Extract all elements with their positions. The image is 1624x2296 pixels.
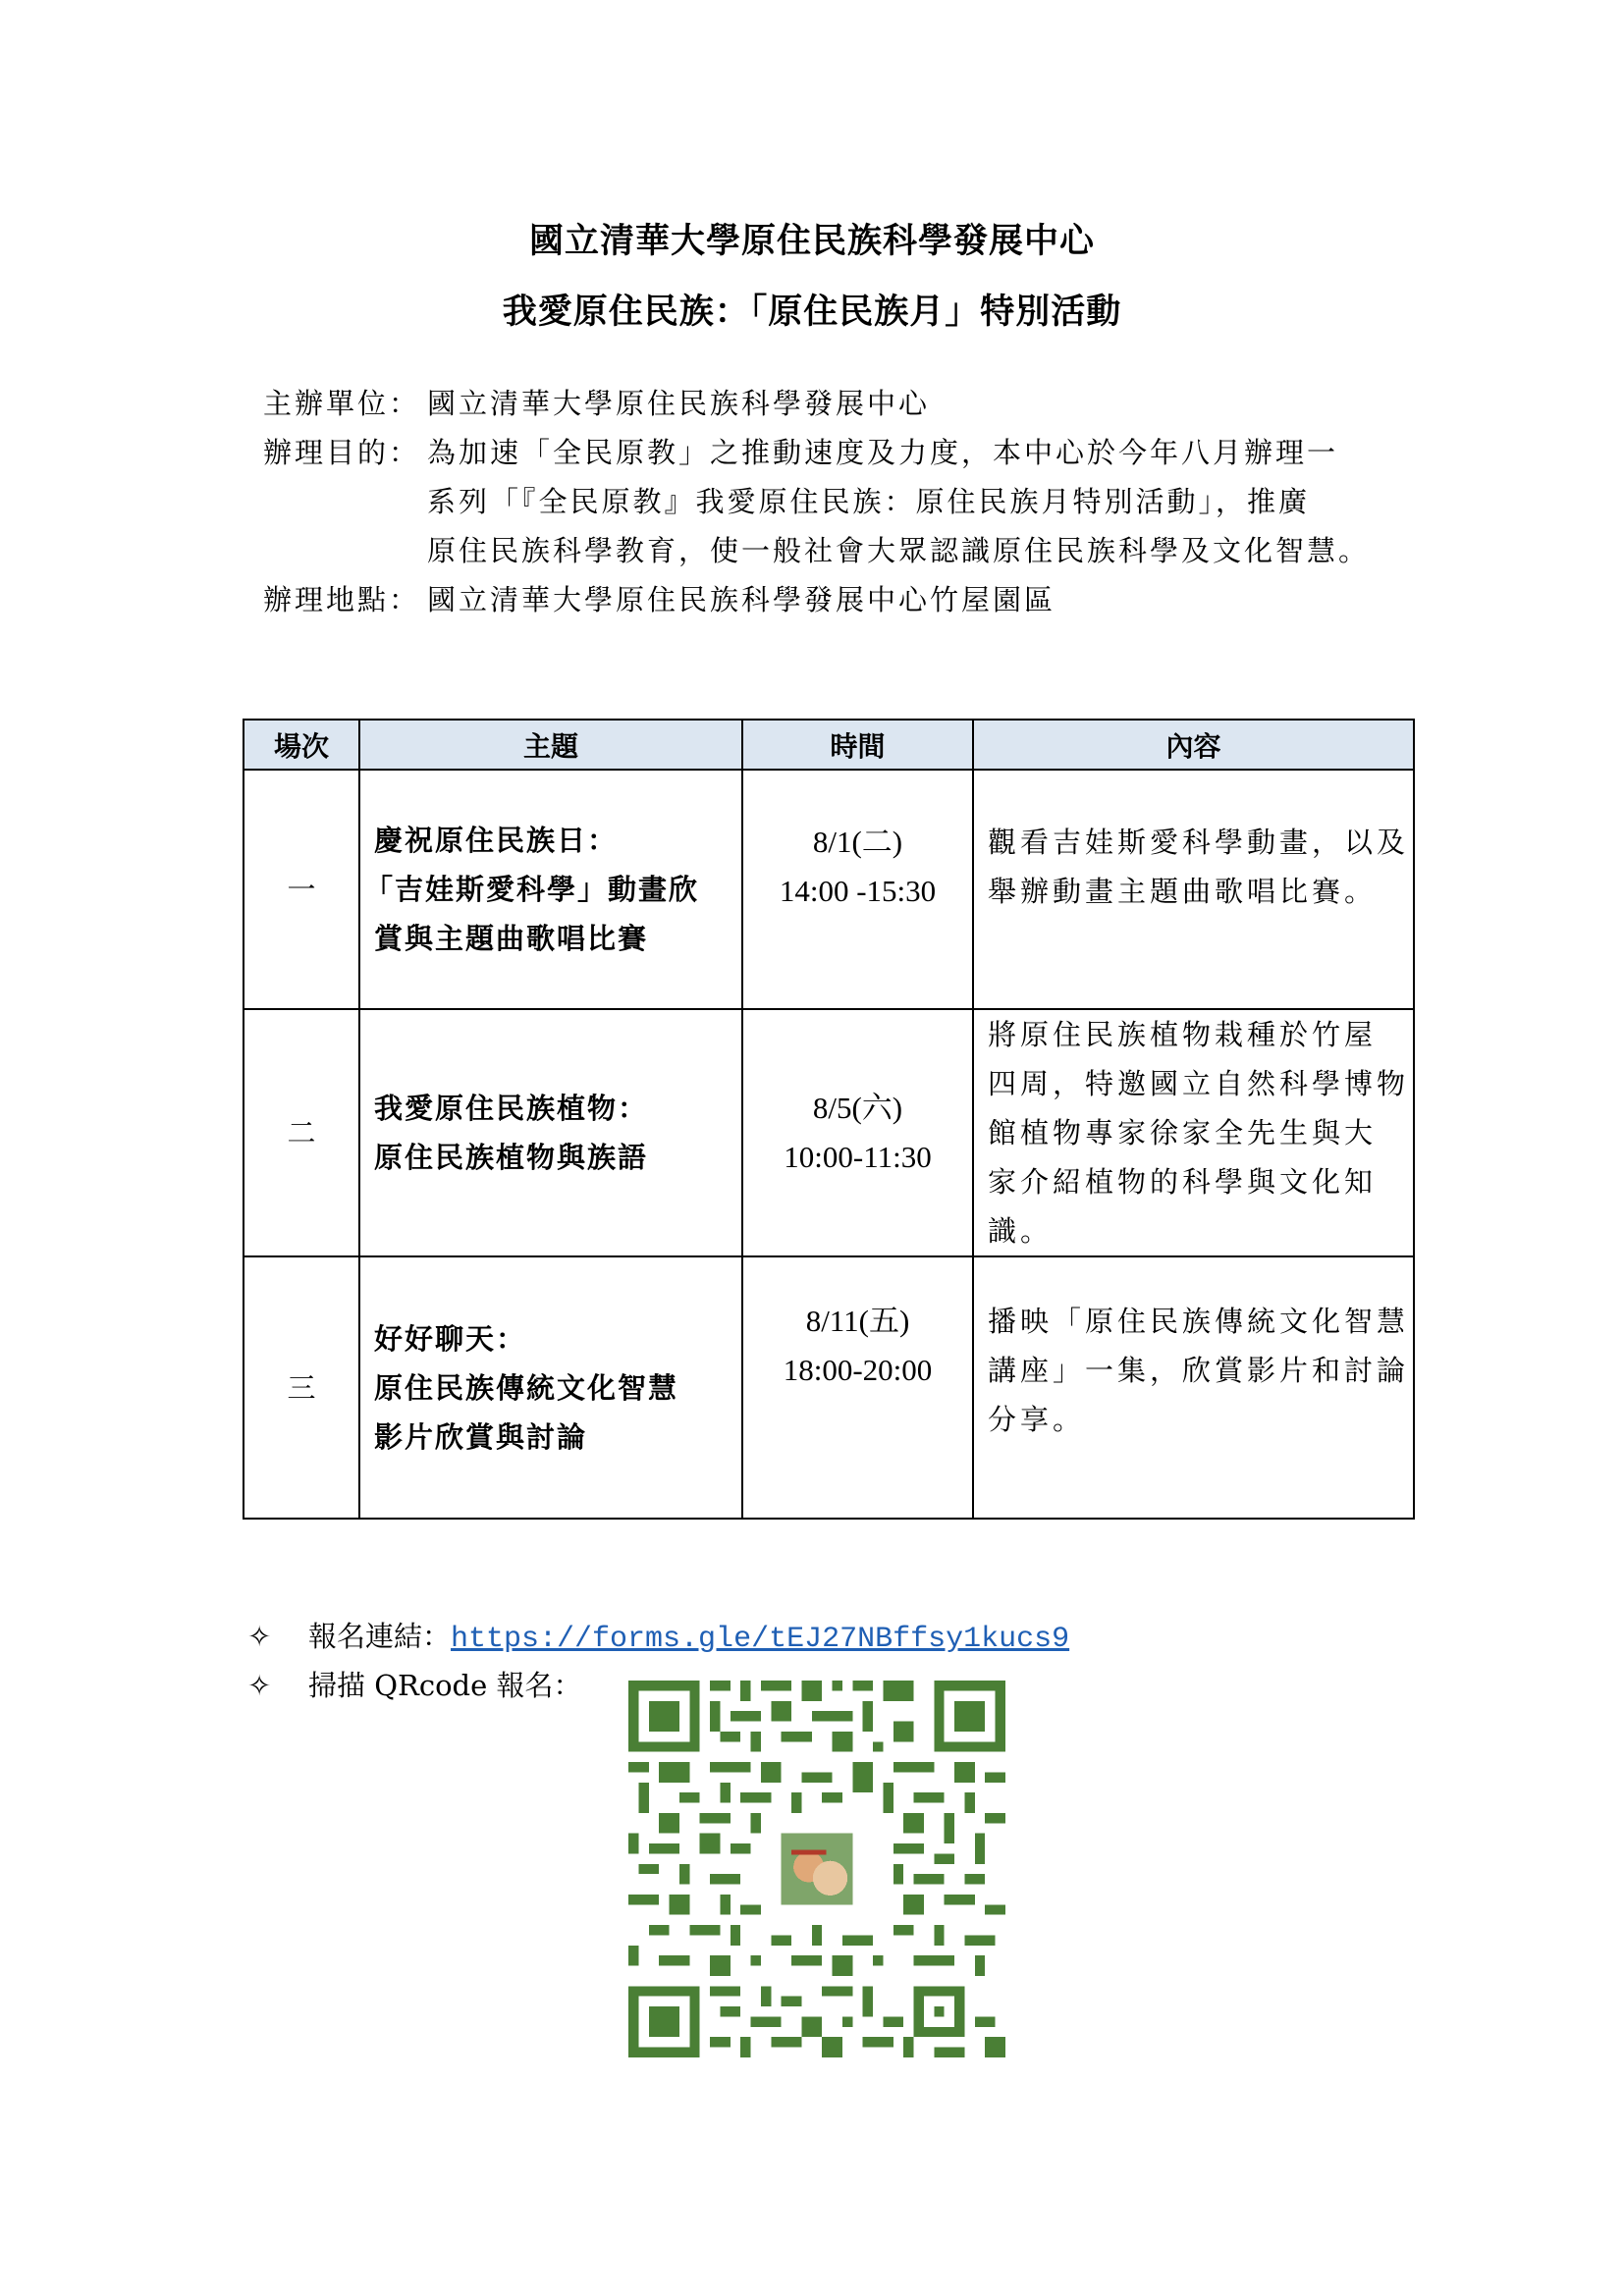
link-label: 報名連結：	[308, 1620, 452, 1653]
table-row	[244, 1256, 1414, 1519]
purpose-line: 原住民族科學教育，使一般社會大眾認識原住民族科學及文化智慧。	[427, 534, 1371, 567]
purpose-label: 辦理目的：	[263, 436, 421, 469]
session-hours: 10:00-11:30	[784, 1140, 932, 1174]
topic-line: 慶祝原住民族日：	[374, 824, 619, 857]
content-line: 四周，特邀國立自然科學博物	[988, 1067, 1410, 1100]
session-time	[742, 770, 973, 1009]
qr-label: 掃描 QRcode 報名：	[308, 1669, 582, 1702]
header-content: 內容	[973, 720, 1414, 770]
organizer-value: 國立清華大學原住民族科學發展中心	[427, 387, 931, 420]
header-topic: 主題	[359, 720, 742, 770]
session-date: 8/1(二)	[812, 825, 903, 859]
session-topic	[359, 1256, 742, 1519]
table-header-row	[244, 720, 1414, 770]
topic-line: 我愛原住民族植物：	[374, 1092, 649, 1125]
session-date: 8/5(六)	[812, 1091, 903, 1125]
session-hours: 18:00-20:00	[783, 1353, 933, 1387]
topic-line: 好好聊天：	[374, 1321, 527, 1356]
session-date: 8/11(五)	[805, 1304, 910, 1338]
registration-qr-code[interactable]	[628, 1681, 1005, 2057]
session-number: 二	[244, 1009, 359, 1256]
schedule-table	[243, 719, 1415, 1520]
page-title-line1: 國立清華大學原住民族科學發展中心	[528, 222, 1095, 261]
venue-value: 國立清華大學原住民族科學發展中心竹屋園區	[427, 583, 1056, 616]
diamond-bullet-icon: ✧	[247, 1620, 272, 1653]
session-content	[973, 1009, 1414, 1256]
organizer-label: 主辦單位：	[263, 387, 421, 420]
session-content	[973, 1256, 1414, 1519]
purpose-line: 為加速「全民原教」之推動速度及力度，本中心於今年八月辦理一	[427, 436, 1339, 469]
session-time	[742, 1256, 973, 1519]
content-line: 播映「原住民族傳統文化智慧	[988, 1305, 1410, 1338]
qr-label-row	[247, 1661, 581, 1710]
registration-link-row	[247, 1612, 1069, 1664]
topic-line: 「吉娃斯愛科學」動畫欣	[364, 873, 700, 906]
header-time: 時間	[742, 720, 973, 770]
session-hours: 14:00 -15:30	[779, 874, 937, 908]
topic-line: 影片欣賞與討論	[374, 1419, 588, 1454]
content-line: 館植物專家徐家全先生與大	[988, 1116, 1378, 1149]
venue-row	[263, 575, 425, 624]
session-content	[973, 770, 1414, 1009]
venue-label: 辦理地點：	[263, 583, 421, 616]
purpose-row	[263, 428, 425, 477]
session-number: 三	[244, 1256, 359, 1519]
content-line: 將原住民族植物栽種於竹屋	[988, 1018, 1378, 1051]
header-session: 場次	[244, 720, 359, 770]
topic-line: 原住民族植物與族語	[374, 1141, 649, 1174]
content-line: 舉辦動畫主題曲歌唱比賽。	[988, 875, 1378, 908]
table-row	[244, 770, 1414, 1009]
topic-line: 賞與主題曲歌唱比賽	[374, 922, 649, 955]
content-line: 家介紹植物的科學與文化知	[988, 1165, 1378, 1199]
content-line: 識。	[988, 1214, 1054, 1248]
registration-link[interactable]: https://forms.gle/tEJ27NBffsy1kucs9	[451, 1623, 1070, 1656]
diamond-bullet-icon: ✧	[247, 1669, 272, 1702]
session-time	[742, 1009, 973, 1256]
content-line: 講座」一集，欣賞影片和討論	[988, 1354, 1410, 1387]
organizer-row	[263, 379, 425, 428]
content-line: 分享。	[988, 1403, 1086, 1436]
topic-line: 原住民族傳統文化智慧	[374, 1370, 679, 1405]
purpose-line: 系列「『全民原教』我愛原住民族：原住民族月特別活動」，推廣	[427, 485, 1311, 518]
session-topic	[359, 770, 742, 1009]
table-row	[244, 1009, 1414, 1256]
session-topic	[359, 1009, 742, 1256]
content-line: 觀看吉娃斯愛科學動畫，以及	[988, 826, 1410, 859]
page-title-line2: 我愛原住民族：「原住民族月」特別活動	[502, 293, 1122, 332]
qr-code-icon	[628, 1681, 1005, 2057]
session-number: 一	[244, 770, 359, 1009]
